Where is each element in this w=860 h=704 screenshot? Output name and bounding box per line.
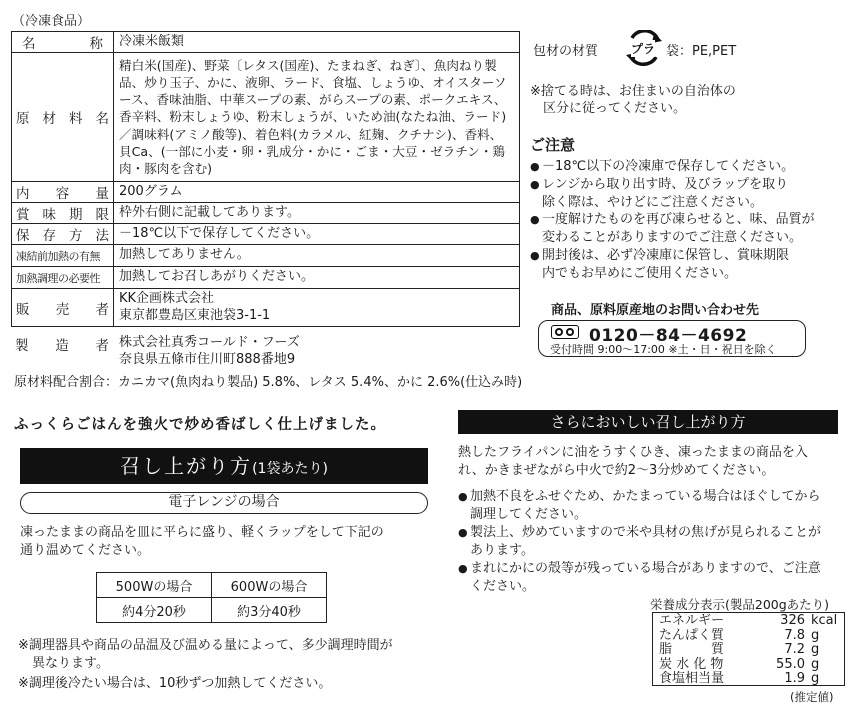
watt-header-600: 600Wの場合	[212, 573, 327, 598]
nutrition-footnote: (推定値)	[790, 690, 834, 704]
microwave-desc-1: 凍ったままの商品を皿に平らに盛り、軽くラップをして下記の	[20, 525, 384, 540]
table-row	[12, 203, 520, 224]
row-value-expiry: 枠外右側に記載してあります。	[114, 203, 520, 224]
nutrition-row: エネルギー 326 kcal	[659, 613, 838, 628]
table-row	[97, 598, 327, 623]
microwave-title: 電子レンジの場合	[20, 492, 428, 514]
notice-item: ● 開封後は、必ず冷凍庫に保管し、賞味期限 内でもお早めにご使用ください。	[530, 247, 790, 281]
howto-title-bar	[20, 448, 428, 484]
better-desc-1: 熱したフライパンに油をうすくひき、凍ったままの商品を入	[458, 445, 808, 460]
row-value-cooking-need: 加熱してお召しあがりください。	[114, 267, 520, 289]
seller-address: 東京都豊島区東池袋3-1-1	[119, 307, 271, 323]
manufacturer-address: 奈良県五條市住川町888番地9	[119, 352, 296, 367]
contact-hours: 受付時間 9:00～17:00 ※土・日・祝日を除く	[550, 343, 777, 356]
bullet-icon: ●	[530, 213, 540, 227]
bullet-icon: ●	[530, 160, 540, 173]
contact-phone-box	[538, 320, 806, 357]
notice-item: ● レンジから取り出す時、及びラップを取り 除く際は、やけどにご注意ください。	[530, 176, 789, 210]
bullet-icon: ●	[530, 248, 540, 262]
microwave-time-table	[96, 572, 327, 623]
better-item: ● まれにかにの殻等が残っている場合がありますので、ご注意 ください。	[458, 561, 821, 594]
table-row	[12, 289, 520, 327]
notice-title: ご注意	[530, 136, 576, 154]
table-row	[12, 182, 520, 203]
watt-time-600: 約3分40秒	[212, 598, 327, 623]
row-key-expiry: 賞 味 期 限	[12, 203, 114, 224]
cooking-note-2: ※調理後冷たい場合は、10秒ずつ加熱してください。	[18, 676, 332, 691]
row-value-preheat: 加熱してありません。	[114, 245, 520, 267]
contact-title: 商品、原料原産地のお問い合わせ先	[551, 303, 760, 318]
row-key-storage: 保 存 方 法	[12, 224, 114, 245]
table-row	[12, 245, 520, 267]
manufacturer-key: 製 造 者	[15, 338, 109, 354]
cooking-note-1b: 異なります。	[32, 656, 109, 671]
packaging-material: 袋：PE,PET	[666, 44, 737, 59]
better-desc-2: れ、かきまぜながら中火で約2～3分炒めてください。	[458, 463, 775, 478]
category-label: （冷凍食品）	[12, 14, 91, 29]
better-item: ● 加熱不良をふせぐため、かたまっている場合はほぐしてから 調理してください。	[458, 489, 821, 522]
row-value-name: 冷凍米飯類	[114, 32, 520, 53]
table-row	[12, 267, 520, 289]
ingredient-ratio: 原材料配合割合：カニカマ(魚肉ねり製品) 5.8%、レタス 5.4%、かに 2.6%(仕込み時)	[14, 375, 523, 390]
nutrition-table	[652, 612, 845, 686]
table-row	[12, 53, 520, 182]
microwave-desc-2: 通り温めてください。	[20, 543, 151, 558]
better-title: さらにおいしい召し上がり方	[458, 410, 838, 434]
row-key-seller: 販 売 者	[12, 289, 114, 327]
bullet-icon: ●	[458, 562, 468, 575]
nutrition-row: 脂 質 7.2 g	[659, 642, 820, 657]
free-dial-icon	[551, 325, 579, 339]
row-key-ingredients: 原 材 料 名	[12, 53, 114, 182]
nutrition-title: 栄養成分表示(製品200gあたり)	[650, 597, 830, 612]
row-key-name: 名 称	[12, 32, 114, 53]
disposal-note-1: ※捨てる時は、お住まいの自治体の	[530, 84, 736, 99]
ingredient-label-table	[11, 31, 520, 327]
plastic-recycle-icon	[624, 30, 664, 66]
better-item: ● 製法上、炒めていますので米や具材の焦げが見られることが あります。	[458, 525, 822, 558]
row-value-content: 200グラム	[114, 182, 520, 203]
seller-name: KK企画株式会社	[119, 290, 215, 306]
notice-list	[530, 158, 848, 283]
better-list	[458, 488, 850, 596]
notice-item: ● －18℃以下の冷凍庫で保存してください。	[530, 159, 795, 174]
row-key-preheat: 凍結前加熱の有無	[12, 245, 114, 267]
bullet-icon: ●	[458, 526, 468, 539]
bullet-icon: ●	[458, 490, 468, 503]
product-headline: ふっくらごはんを強火で炒め香ばしく仕上げました。	[14, 417, 386, 433]
row-key-cooking-need: 加熱調理の必要性	[12, 267, 114, 289]
row-value-ingredients: 精白米(国産)、野菜〔レタス(国産)、たまねぎ、ねぎ〕、魚肉ねり製品、炒り玉子、かに、液卵、ラード、食塩、しょうゆ、オイスターソース、香味油脂、中華スープの素、がらスープの素、ポークエキス、香辛料、粉末しょうゆ、粉末しょうが、いため油(なたね油、ラード)／調味料(アミノ酸等)、着色料(カラメル、紅麹、クチナシ)、香料、貝Ca、(一部に小麦・卵・乳成分・かに・ごま・大豆・ゼラチン・鶏肉・豚肉を含む)	[114, 53, 520, 182]
howto-title: 召し上がり方	[120, 454, 253, 478]
row-value-storage: －18℃以下で保存してください。	[114, 224, 520, 245]
howto-subtitle: (1袋あたり)	[252, 461, 328, 477]
manufacturer-name: 株式会社真秀コールド・フーズ	[119, 335, 300, 350]
cooking-note-1a: ※調理器具や商品の品温及び温める量によって、多少調理時間が	[18, 638, 393, 653]
table-row	[12, 224, 520, 245]
contact-phone-number: 0120－84－4692	[589, 326, 748, 346]
notice-item: ● 一度解けたものを再び凍らせると、味、品質が 変わることがありますのでご注意ください。	[530, 212, 815, 246]
table-row	[97, 573, 327, 598]
watt-header-500: 500Wの場合	[97, 573, 212, 598]
row-key-content: 内 容 量	[12, 182, 114, 203]
watt-time-500: 約4分20秒	[97, 598, 212, 623]
nutrition-row: 食塩相当量 1.9 g	[659, 671, 820, 686]
packaging-label: 包材の材質	[533, 44, 599, 59]
disposal-note-2: 区分に従ってください。	[543, 101, 687, 116]
table-row	[12, 32, 520, 53]
row-value-seller	[114, 289, 520, 327]
recycle-label: プラ	[631, 42, 656, 56]
manufacturer-row	[11, 334, 520, 368]
bullet-icon: ●	[530, 177, 540, 191]
nutrition-row: たんぱく質 7.8 g	[659, 627, 820, 643]
manufacturer-value	[113, 334, 300, 368]
nutrition-row: 炭 水 化 物 55.0 g	[659, 656, 820, 672]
